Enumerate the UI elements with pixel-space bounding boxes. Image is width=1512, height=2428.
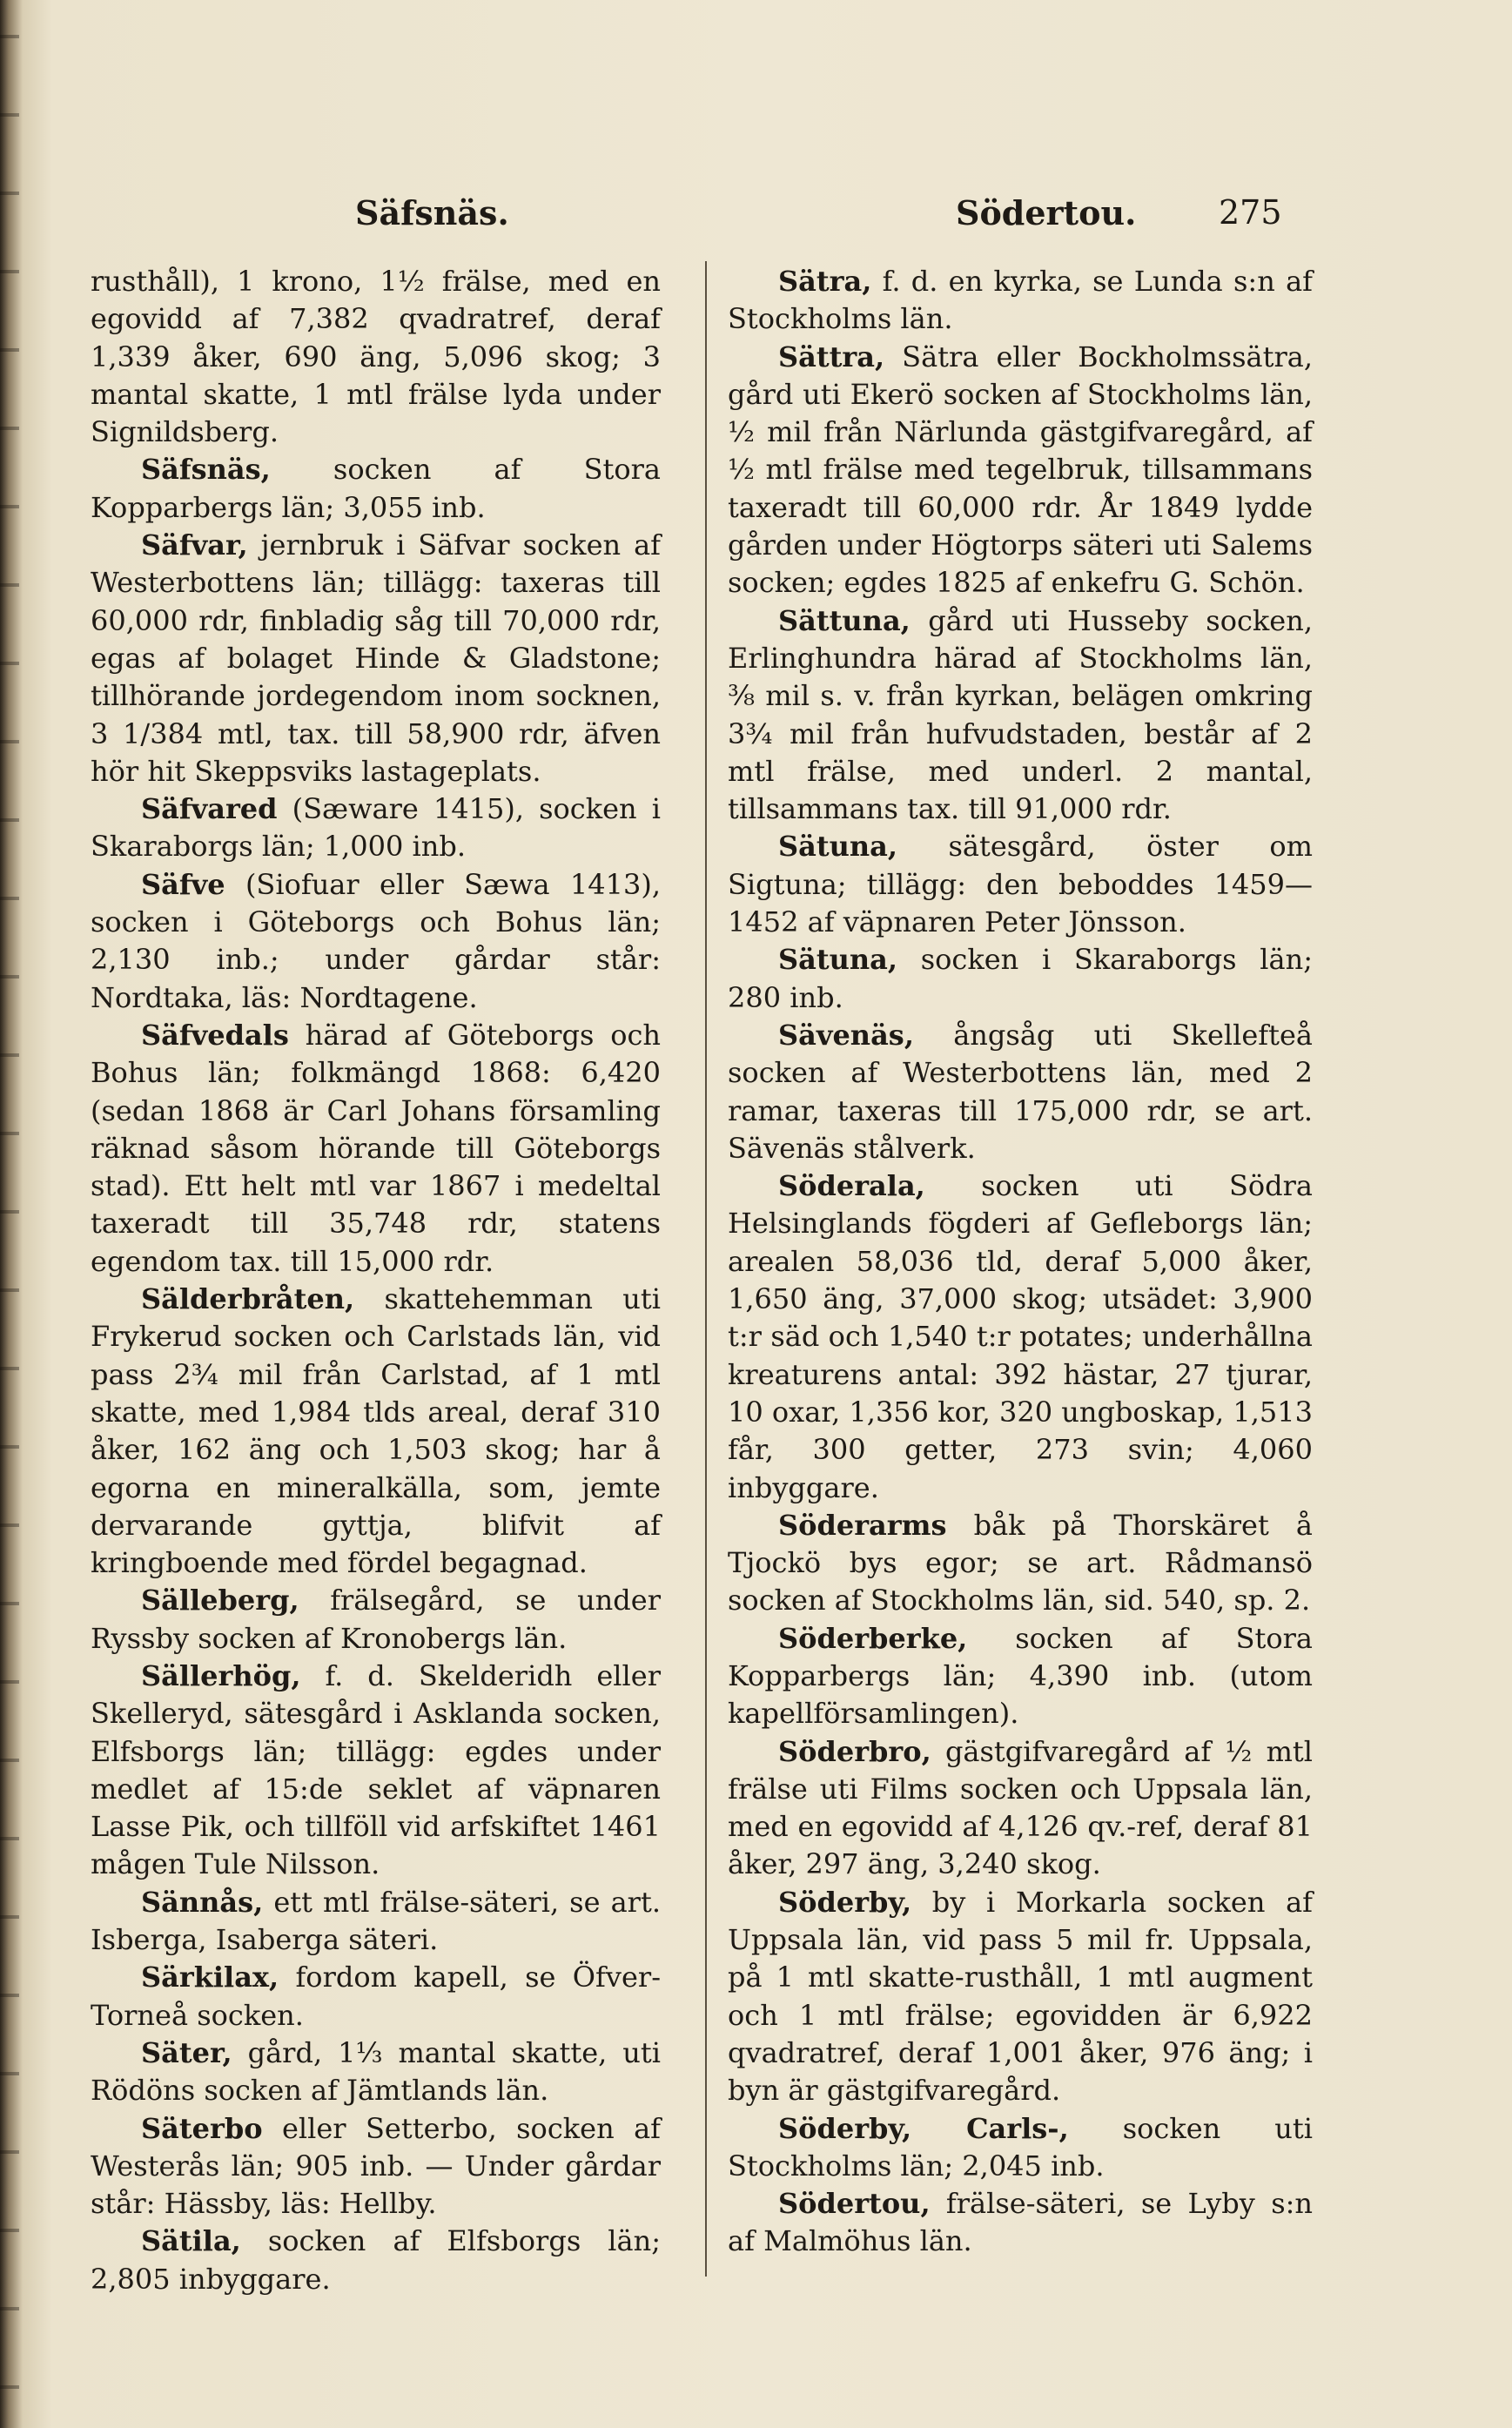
entry-headword: Sätra, [778,265,872,298]
entry [91,790,661,866]
entry [91,1281,661,1582]
entry-headword: Säfvar, [141,528,248,562]
left-running-title: Säfsnäs. [355,193,509,232]
entry [91,263,661,451]
entry [91,1658,661,1884]
entry-headword: Säterbo [141,2111,263,2145]
entry [91,1884,661,1960]
left-column [91,263,661,2298]
entry-headword: Söderarms [778,1508,947,1542]
entry [91,2110,661,2223]
entry-headword: Söderby, Carls-, [778,2111,1069,2145]
entry-headword: Sävenäs, [778,1018,914,1052]
entry-text: jernbruk i Säfvar socken af Westerbottens län; tillägg: taxeras till 60,000 rdr, finbladig såg till 70,000 rdr, egas af bolaget Hinde & Gladstone; tillhörande jordegendom inom socknen, 3 1/384 mtl, tax. till 58,900 rdr, äfven hör hit Skeppsviks lastageplats. [91,528,661,788]
entry-text: socken uti Södra Helsinglands fögderi af Gefleborgs län; arealen 58,036 tld, deraf 5,000 åker, 1,650 äng, 37,000 skog; utsädet: 3,900 t:r säd och 1,540 t:r potates; underhållna kreaturens antal: 392 hästar, 27 tjurar, 10 oxar, 1,356 kor, 320 ungboskap, 1,513 får, 300 getter, 273 svin; 4,060 inbyggare. [728,1169,1313,1504]
entry [728,828,1313,941]
entry-text: socken af Elfsborgs län; 2,805 inbyggare. [91,2224,661,2296]
entry-headword: Säfve [141,867,225,901]
entry-headword: Särkilax, [141,1961,279,1994]
entry-headword: Söderby, [778,1885,912,1919]
entry-text: härad af Göteborgs och Bohus län; folkmängd 1868: 6,420 (sedan 1868 är Carl Johans församling räknad såsom hörande till Göteborgs stad). Ett helt mtl var 1867 i medeltal taxeradt till 35,748 rdr, statens egendom tax. till 15,000 rdr. [91,1018,661,1278]
entry-text: Sätra eller Bockholmssätra, gård uti Ekerö socken af Stockholms län, ½ mil från Närlunda gästgifvaregård, af ½ mtl frälse med tegelbruk, tillsammans taxeradt till 60,000 rdr. År 1849 lydde gården under Högtorps säteri uti Salems socken; egdes 1825 af enkefru G. Schön. [728,340,1313,600]
entry-text: socken af Stora Kopparbergs län; 3,055 inb. [91,453,661,524]
entry-text: (Siofuar eller Sæwa 1413), socken i Göteborgs och Bohus län; 2,130 inb.; under gårdar står: Nordtaka, läs: Nordtagene. [91,867,661,1014]
entry-headword: Säfvedals [141,1018,289,1052]
entry [91,2223,661,2298]
entry-headword: Söderberke, [778,1621,968,1655]
entry-text: socken i Skaraborgs län; 280 inb. [728,943,1313,1014]
entry-text: ett mtl frälse-säteri, se art. Isberga, Isaberga säteri. [91,1885,661,1957]
entry-text: (Sæware 1415), socken i Skaraborgs län; 1,000 inb. [91,792,661,864]
entry-headword: Sätuna, [778,830,898,864]
entry [728,941,1313,1017]
entry-text: gård uti Husseby socken, Erlinghundra härad af Stockholms län, ⅜ mil s. v. från kyrkan, belägen omkring 3¾ mil från hufvudstaden, består af 2 mtl frälse, med underl. 2 mantal, tillsammans tax. till 91,000 rdr. [728,603,1313,826]
entry-headword: Sännås, [141,1885,264,1919]
entry [728,263,1313,339]
running-header [87,193,1297,245]
entry-text: frälsegård, se under Ryssby socken af Kronobergs län. [91,1584,661,1655]
entry-text: rusthåll), 1 krono, 1½ frälse, med en egovidd af 7,382 qvadratref, deraf 1,339 åker, 690 äng, 5,096 skog; 3 mantal skatte, 1 mtl frälse lyda under Signildsberg. [91,265,661,449]
entry [728,1620,1313,1733]
entry-headword: Söderala, [778,1169,925,1203]
entry [728,1884,1313,2110]
entry [91,2035,661,2110]
entry [91,527,661,790]
entry-text: f. d. Skelderidh eller Skelleryd, sätesgård i Asklanda socken, Elfsborgs län; tillägg: egdes under medlet af 15:de seklet af väpnaren Lasse Pik, och tillföll vid arfskiftet 1461 mågen Tule Nilsson. [91,1658,661,1881]
entry-text: socken af Stora Kopparbergs län; 4,390 inb. (utom kapellförsamlingen). [728,1621,1313,1731]
entry-headword: Sättuna, [778,603,911,637]
entry-text: båk på Thorskäret å Tjockö bys egor; se art. Rådmansö socken af Stockholms län, sid. 540, sp. 2. [728,1508,1313,1618]
entry [728,602,1313,829]
entry [728,1733,1313,1884]
entry [728,1507,1313,1620]
entry [728,1017,1313,1167]
entry [728,2110,1313,2186]
entry-headword: Sälderbråten, [141,1282,355,1316]
entry-headword: Södertou, [778,2187,931,2221]
entry-headword: Söderbro, [778,1734,931,1768]
entry [91,1582,661,1658]
entry-text: fordom kapell, se Öfver-Torneå socken. [91,1961,661,2032]
page-number: 275 [1219,193,1282,232]
entry-text: gästgifvaregård af ½ mtl frälse uti Films socken och Uppsala län, med en egovidd af 4,126 qv.-ref, deraf 81 åker, 297 äng, 3,240 skog. [728,1734,1313,1881]
entry [728,1167,1313,1507]
entry-headword: Sätila, [141,2224,241,2258]
entry-headword: Säfsnäs, [141,453,271,487]
entry-headword: Säfvared [141,792,278,826]
entry [728,339,1313,602]
entry-text: gård, 1⅓ mantal skatte, uti Rödöns socken af Jämtlands län. [91,2035,661,2108]
entry-text: eller Setterbo, socken af Westerås län; 905 inb. — Under gårdar står: Hässby, läs: Hellby. [91,2111,661,2221]
entry-text: socken uti Stockholms län; 2,045 inb. [728,2111,1314,2183]
entry-headword: Sätuna, [778,943,898,977]
right-column [728,263,1313,2261]
column-divider [705,261,707,2277]
right-running-title: Södertou. [956,193,1137,232]
entry-text: by i Morkarla socken af Uppsala län, vid pass 5 mil fr. Uppsala, på 1 mtl skatte-rusthåll, 1 mtl augment och 1 mtl frälse; egovidden är 6,922 qvadratref, deraf 1,001 åker, 976 äng; i byn är gästgifvaregård. [728,1885,1313,2108]
entry [728,2185,1313,2261]
entry-headword: Säter, [141,2035,232,2069]
binding-edge [0,0,19,2428]
entry-text: frälse-säteri, se Lyby s:n af Malmöhus län. [728,2187,1313,2258]
entry-headword: Sättra, [778,340,885,373]
entry-text: f. d. en kyrka, se Lunda s:n af Stockholms län. [728,265,1313,336]
entry-headword: Sällerhög, [141,1658,301,1692]
entry-text: ångsåg uti Skellefteå socken af Westerbottens län, med 2 ramar, taxeras till 175,000 rdr, se art. Sävenäs stålverk. [728,1018,1313,1165]
entry-headword: Sälleberg, [141,1584,299,1618]
entry-text: skattehemman uti Frykerud socken och Carlstads län, vid pass 2¾ mil från Carlstad, af 1 mtl skatte, med 1,984 tlds areal, deraf 310 åker, 162 äng och 1,503 skog; har å egorna en mineralkälla, som, jemte dervarande gyttja, blifvit af kringboende med fördel begagnad. [91,1282,661,1580]
entry [91,451,661,527]
entry-text: sätesgård, öster om Sigtuna; tillägg: den beboddes 1459—1452 af väpnaren Peter Jönsson. [728,830,1313,939]
entry [91,1017,661,1281]
entry [91,866,661,1017]
entry [91,1959,661,2035]
